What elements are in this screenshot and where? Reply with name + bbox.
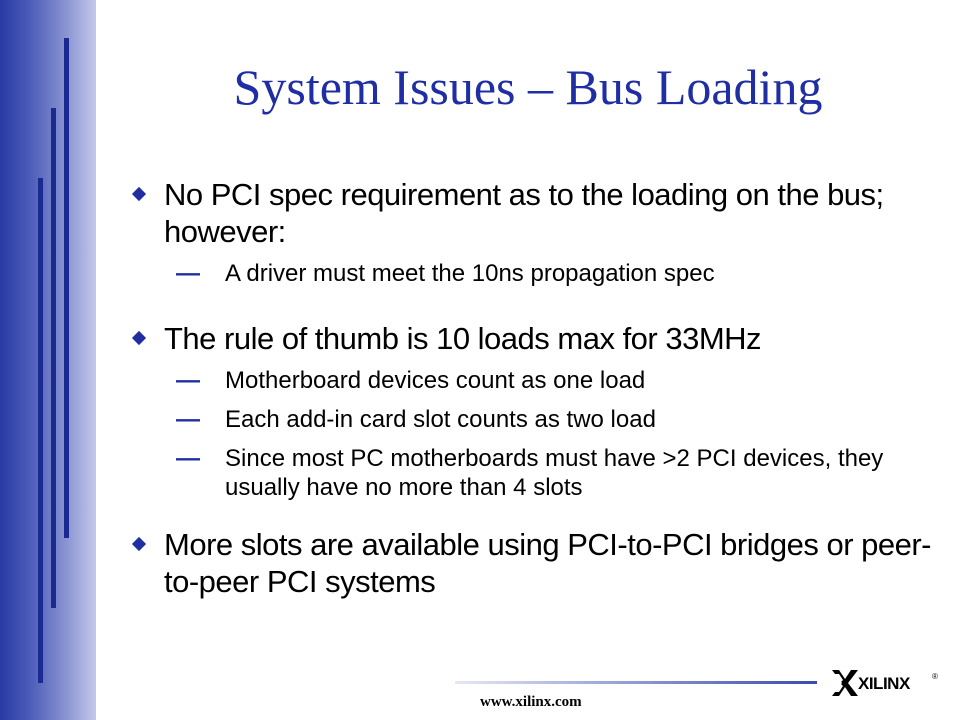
footer-divider [455, 681, 817, 684]
xilinx-logo [832, 668, 942, 698]
dash-bullet-icon: — [176, 445, 200, 472]
decorative-line-2 [51, 108, 56, 608]
footer-url: www.xilinx.com [480, 694, 582, 710]
bullet-text: More slots are available using PCI-to-PCI bridges or peer-to-peer PCI systems [164, 527, 932, 599]
bullet-item [132, 176, 932, 250]
decorative-line-1 [64, 38, 69, 538]
dash-bullet-icon: — [176, 367, 200, 394]
decorative-line-3 [38, 178, 43, 683]
bullet-item [132, 320, 932, 357]
diamond-bullet-icon [132, 331, 146, 345]
sub-bullet-item [132, 444, 932, 502]
slide-title: System Issues – Bus Loading [233, 59, 823, 115]
dash-bullet-icon: — [176, 406, 200, 433]
diamond-bullet-icon [132, 187, 146, 201]
slide-content [132, 176, 932, 600]
sub-bullet-text: A driver must meet the 10ns propagation spec [225, 260, 715, 287]
bullet-text: No PCI spec requirement as to the loading on the bus; however: [164, 177, 884, 249]
logo-wordmark: XILINX [858, 674, 910, 693]
sub-bullet-text: Since most PC motherboards must have >2 PCI devices, they usually have no more than 4 slots [225, 445, 884, 501]
registered-mark: ® [932, 672, 938, 681]
bullet-item [132, 526, 932, 600]
diamond-bullet-icon [132, 537, 146, 551]
xilinx-x-logo-icon [832, 668, 858, 698]
sidebar-gradient [0, 0, 96, 720]
dash-bullet-icon: — [176, 260, 200, 287]
sub-bullet-item [132, 259, 932, 288]
sub-bullet-text: Each add-in card slot counts as two load [225, 406, 656, 433]
sub-bullet-text: Motherboard devices count as one load [225, 367, 646, 394]
sub-bullet-item [132, 405, 932, 434]
sub-bullet-item [132, 366, 932, 395]
bullet-text: The rule of thumb is 10 loads max for 33MHz [164, 321, 762, 356]
